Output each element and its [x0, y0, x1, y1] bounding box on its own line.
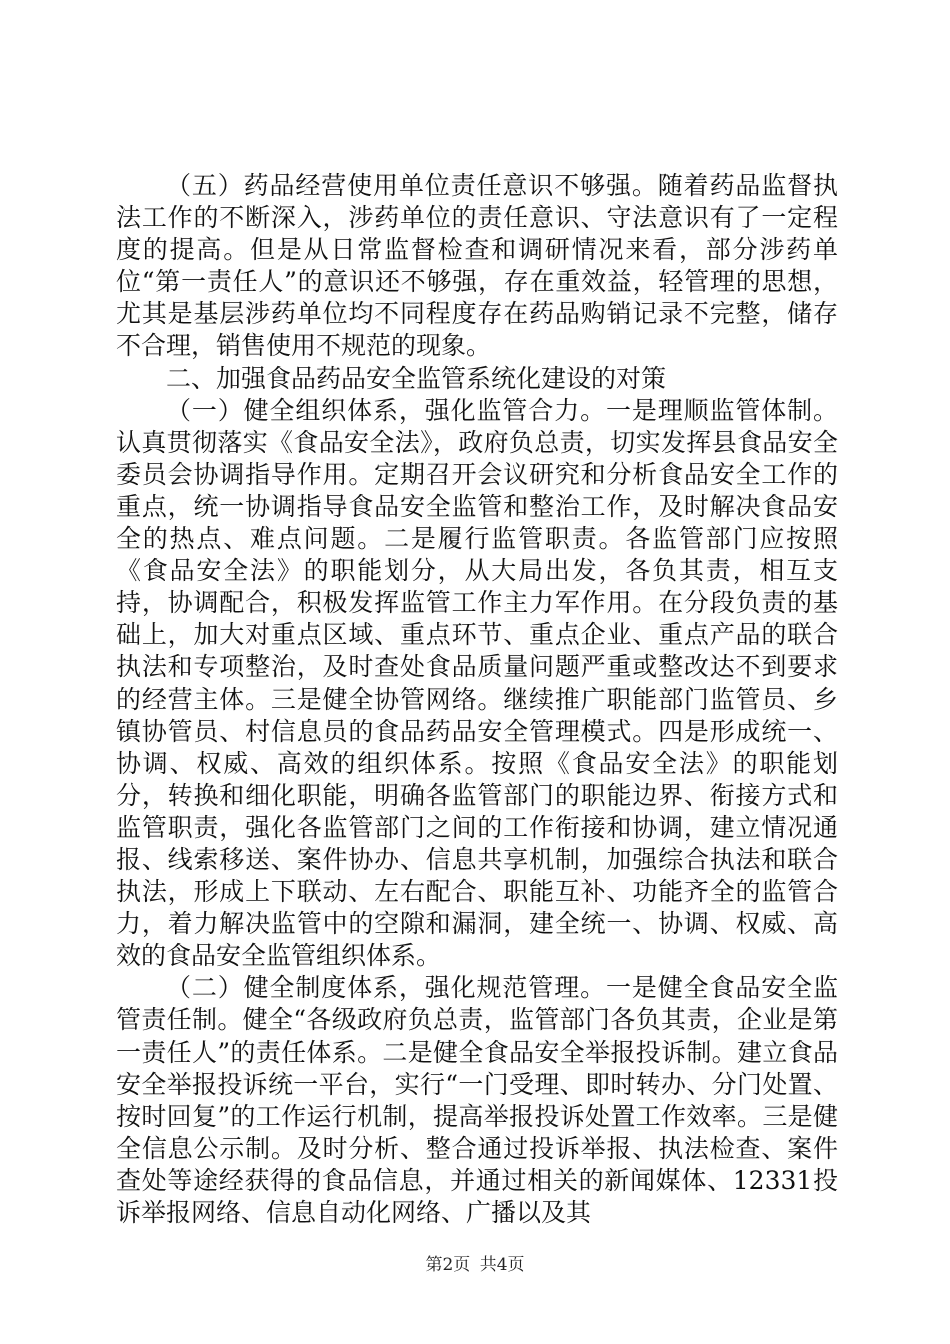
page-number: 第2页 [425, 1255, 471, 1275]
paragraph-institution-system: （二）健全制度体系，强化规范管理。一是健全食品安全监管责任制。健全“各级政府负总责，监管部门各负其责，企业是第一责任人”的责任体系。二是健全食品安全举报投诉制。建立食品安全举报投诉统一平台，实行“一门受理、即时转办、分门处置、按时回复”的工作运行机制，提高举报投诉处置工作效率。三是健全信息公示制。及时分析、整合通过投诉举报、执法检查、案件查处等途经获得的食品信息，并通过相关的新闻媒体、12331投诉举报网络、信息自动化网络、广播以及其 [116, 973, 838, 1227]
paragraph-responsibility-awareness: （五）药品经营使用单位责任意识不够强。随着药品监督执法工作的不断深入，涉药单位的责任意识、守法意识有了一定程度的提高。但是从日常监督检查和调研情况来看，部分涉药单位“第一责任人”的意识还不够强，存在重效益，轻管理的思想，尤其是基层涉药单位均不同程度存在药品购销记录不完整，储存不合理，销售使用不规范的现象。 [116, 171, 838, 361]
page-footer [0, 1250, 950, 1275]
document-body [116, 170, 838, 1229]
paragraph-organization-system: （一）健全组织体系，强化监管合力。一是理顺监管体制。认真贯彻落实《食品安全法》，政府负总责，切实发挥县食品安全委员会协调指导作用。定期召开会议研究和分析食品安全工作的重点，统一协调指导食品安全监管和整治工作，及时解决食品安全的热点、难点问题。二是履行监管职责。各监管部门应按照《食品安全法》的职能划分，从大局出发，各负其责，相互支持，协调配合，积极发挥监管工作主力军作用。在分段负责的基础上，加大对重点区域、重点环节、重点企业、重点产品的联合执法和专项整治，及时查处食品质量问题严重或整改达不到要求的经营主体。三是健全协管网络。继续推广职能部门监管员、乡镇协管员、村信息员的食品药品安全管理模式。四是形成统一、协调、权威、高效的组织体系。按照《食品安全法》的职能划分，转换和细化职能，明确各监管部门的职能边界、衔接方式和监管职责，强化各监管部门之间的工作衔接和协调，建立情况通报、线索移送、案件协办、信息共享机制，加强综合执法和联合执法，形成上下联动、左右配合、职能互补、功能齐全的监管合力，着力解决监管中的空隙和漏洞，建全统一、协调、权威、高效的食品安全监管组织体系。 [116, 395, 838, 971]
page-total: 共4页 [479, 1255, 525, 1275]
section-heading-countermeasures: 二、加强食品药品安全监管系统化建设的对策 [166, 363, 667, 393]
